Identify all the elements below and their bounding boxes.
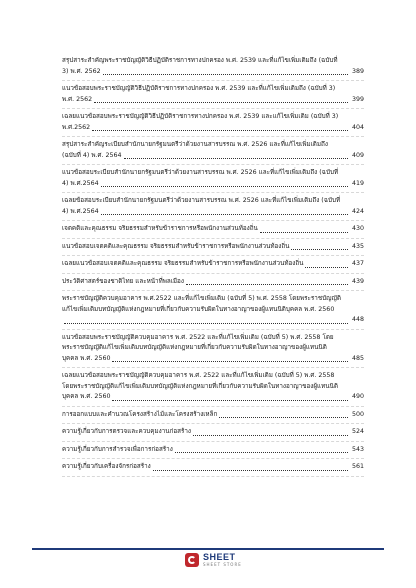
toc-entry-title-line: แนวข้อสอบพระราชบัญญัติควบคุมอาคาร พ.ศ. 2522 และที่แก้ไขเพิ่มเติม (ฉบับที่ 5) พ.ศ. 2558 โดย bbox=[62, 333, 334, 341]
entry-separator bbox=[62, 273, 364, 274]
entry-separator bbox=[62, 329, 364, 330]
dot-leader bbox=[101, 186, 348, 187]
entry-separator bbox=[62, 441, 364, 442]
publisher-logo bbox=[185, 553, 242, 567]
toc-entry-title-line: บุคคล พ.ศ. 2560 bbox=[62, 354, 111, 362]
toc-entry-title-line: สรุปสาระสำคัญพระราชบัญญัติวิธีปฏิบัติราชการทางปกครอง พ.ศ. 2539 และที่แก้ไขเพิ่มเติมถึง (ฉบับที่ bbox=[62, 57, 338, 64]
toc-entry-title-line: แนวข้อสอบเจตคติและคุณธรรม จริยธรรมสำหรับข้าราชการหรือพนักงานส่วนท้องถิ่น bbox=[62, 242, 290, 250]
toc-entry-title-line: (ฉบับที่ 4) พ.ศ. 2564 bbox=[62, 151, 122, 159]
toc-page-number: 424 bbox=[351, 207, 364, 215]
dot-leader bbox=[92, 130, 348, 131]
toc-entry-title-line: 3) พ.ศ. 2562 bbox=[62, 67, 101, 75]
toc-entry-title-line: แก้ไขเพิ่มเติมบทบัญญัติแห่งกฎหมายที่เกี่ยวกับความรับผิดในทางอาญาของผู้แทนนิติบุคคล พ.ศ. 2560 bbox=[62, 305, 335, 313]
toc-page-number: 500 bbox=[351, 410, 364, 418]
toc-entry-title-line: พระราชบัญญัติควบคุมอาคาร พ.ศ.2522 และที่แก้ไขเพิ่มเติม (ฉบับที่ 5) พ.ศ. 2558 โดยพระราชบัญญัติ bbox=[62, 295, 341, 302]
toc-entry-title-line: เฉลยแนวข้อสอบพระราชบัญญัติควบคุมอาคาร พ.ศ. 2522 และที่แก้ไขเพิ่มเติม (ฉบับที่ 5) พ.ศ. 2558 bbox=[62, 372, 335, 379]
dot-leader bbox=[94, 102, 348, 103]
toc-page-number: 399 bbox=[351, 95, 364, 103]
toc-page-number: 490 bbox=[351, 393, 364, 400]
toc-entry-title-line: การออกแบบและคำนวณโครงสร้างไม้และโครงสร้างเหล็ก bbox=[62, 410, 218, 418]
dot-leader bbox=[64, 323, 348, 324]
entry-separator bbox=[62, 220, 364, 221]
footer-divider bbox=[32, 548, 384, 550]
entry-separator bbox=[62, 136, 364, 137]
logo-brand: SHEET bbox=[203, 552, 236, 562]
entry-separator bbox=[62, 255, 364, 256]
toc-entry-title-line: เฉลยแนวข้อสอบเจตคติและคุณธรรม จริยธรรมสำหรับข้าราชการหรือพนักงานส่วนท้องถิ่น bbox=[62, 260, 304, 267]
toc-page-number: 439 bbox=[351, 277, 364, 285]
toc-entry-title-line: ประวัติศาสตร์ของชาติไทย และหน้าที่พลเมือง bbox=[62, 277, 184, 285]
toc-entry-title-line: สรุปสาระสำคัญระเบียบสำนักนายกรัฐมนตรีว่าด้วยงานสารบรรณ พ.ศ. 2526 และที่แก้ไขเพิ่มเติมถึง bbox=[62, 141, 328, 148]
table-of-contents bbox=[62, 56, 364, 480]
toc-page-number: 409 bbox=[351, 151, 364, 159]
entry-separator bbox=[62, 108, 364, 109]
toc-entry bbox=[62, 224, 364, 235]
entry-separator bbox=[62, 476, 364, 477]
dot-leader bbox=[291, 249, 348, 250]
entry-separator bbox=[62, 423, 364, 424]
toc-page-number: 430 bbox=[351, 225, 364, 232]
entry-separator bbox=[62, 458, 364, 459]
dot-leader bbox=[112, 400, 348, 401]
toc-entry-title-line: 4) พ.ศ.2564 bbox=[62, 207, 99, 215]
entry-separator bbox=[62, 290, 364, 291]
toc-page-number: 448 bbox=[351, 316, 364, 323]
dot-leader bbox=[112, 361, 348, 362]
entry-separator bbox=[62, 367, 364, 368]
toc-page-number: 524 bbox=[351, 428, 364, 435]
toc-entry-title-line: พ.ศ.2562 bbox=[62, 123, 91, 131]
entry-separator bbox=[62, 164, 364, 165]
toc-entry bbox=[62, 84, 364, 105]
toc-entry bbox=[62, 371, 364, 403]
toc-entry-title-line: เจตคติและคุณธรรม จริยธรรมสำหรับข้าราชการหรือพนักงานส่วนท้องถิ่น bbox=[62, 225, 258, 232]
toc-entry-title-line: โดยพระราชบัญญัติแก้ไขเพิ่มเติมบทบัญญัติแห่งกฎหมายที่เกี่ยวกับความรับผิดในทางอาญาของผู้แทนนิติ bbox=[62, 382, 338, 390]
dot-leader bbox=[175, 452, 348, 453]
toc-page-number: 437 bbox=[351, 260, 364, 267]
dot-leader bbox=[186, 284, 348, 285]
toc-entry bbox=[62, 462, 364, 473]
toc-page-number: 561 bbox=[351, 463, 364, 470]
toc-entry-title-line: เฉลยข้อสอบระเบียบสำนักนายกรัฐมนตรีว่าด้วยงานสารบรรณ พ.ศ. 2526 และที่แก้ไขเพิ่มเติมถึง (ฉบับที่ bbox=[62, 197, 341, 204]
toc-entry bbox=[62, 242, 364, 253]
toc-page-number: 404 bbox=[351, 123, 364, 131]
logo-tagline: SHEET STORE bbox=[203, 562, 242, 567]
dot-leader bbox=[103, 74, 348, 75]
toc-entry bbox=[62, 259, 364, 270]
toc-entry bbox=[62, 56, 364, 77]
entry-separator bbox=[62, 238, 364, 239]
dot-leader bbox=[124, 158, 348, 159]
toc-entry-title-line: 4) พ.ศ.2564 bbox=[62, 179, 99, 187]
toc-entry bbox=[62, 445, 364, 456]
toc-entry-title-line: ความรู้เกี่ยวกับเครื่องจักรก่อสร้าง bbox=[62, 463, 151, 470]
toc-entry bbox=[62, 112, 364, 133]
toc-entry-title-line: พระราชบัญญัติแก้ไขเพิ่มเติมบทบัญญัติแห่งกฎหมายที่เกี่ยวกับความรับผิดในทางอาญาของผู้แทนนิติ bbox=[62, 344, 327, 351]
toc-entry bbox=[62, 410, 364, 421]
toc-entry-title-line: ความรู้เกี่ยวกับการตรวจและควบคุมงานก่อสร้าง bbox=[62, 428, 191, 435]
entry-separator bbox=[62, 406, 364, 407]
entry-separator bbox=[62, 192, 364, 193]
toc-page-number: 543 bbox=[351, 445, 364, 453]
toc-entry-title-line: ความรู้เกี่ยวกับการสำรวจเพื่อการก่อสร้าง bbox=[62, 445, 173, 453]
toc-page-number: 389 bbox=[351, 67, 364, 75]
toc-page-number: 419 bbox=[351, 179, 364, 187]
dot-leader bbox=[193, 435, 348, 436]
toc-entry bbox=[62, 168, 364, 189]
dot-leader bbox=[101, 214, 348, 215]
dot-leader bbox=[305, 267, 348, 268]
sheet-logo-icon bbox=[185, 553, 199, 567]
toc-entry-title-line: บุคคล พ.ศ. 2560 bbox=[62, 393, 111, 400]
entry-separator bbox=[62, 80, 364, 81]
toc-entry bbox=[62, 294, 364, 326]
toc-entry-title-line: แนวข้อสอบระเบียบสำนักนายกรัฐมนตรีว่าด้วยงานสารบรรณ พ.ศ. 2526 และที่แก้ไขเพิ่มเติมถึง (ฉบับที่ bbox=[62, 169, 339, 176]
toc-page-number: 435 bbox=[351, 242, 364, 250]
toc-entry bbox=[62, 277, 364, 288]
toc-entry-title-line: เฉลยแนวข้อสอบพระราชบัญญัติวิธีปฏิบัติราชการทางปกครอง พ.ศ. 2539 และแก้ไขเพิ่มเติม (ฉบับที่ 3) bbox=[62, 113, 339, 120]
dot-leader bbox=[260, 232, 348, 233]
toc-entry bbox=[62, 140, 364, 161]
toc-entry bbox=[62, 427, 364, 438]
dot-leader bbox=[153, 470, 348, 471]
toc-entry bbox=[62, 333, 364, 365]
toc-entry-title-line: แนวข้อสอบพระราชบัญญัติวิธีปฏิบัติราชการทางปกครอง พ.ศ. 2539 และที่แก้ไขเพิ่มเติมถึง (ฉบับที่ 3) bbox=[62, 85, 336, 92]
toc-entry bbox=[62, 196, 364, 217]
dot-leader bbox=[219, 417, 348, 418]
toc-page-number: 485 bbox=[351, 354, 364, 362]
toc-entry-title-line: พ.ศ. 2562 bbox=[62, 95, 93, 103]
